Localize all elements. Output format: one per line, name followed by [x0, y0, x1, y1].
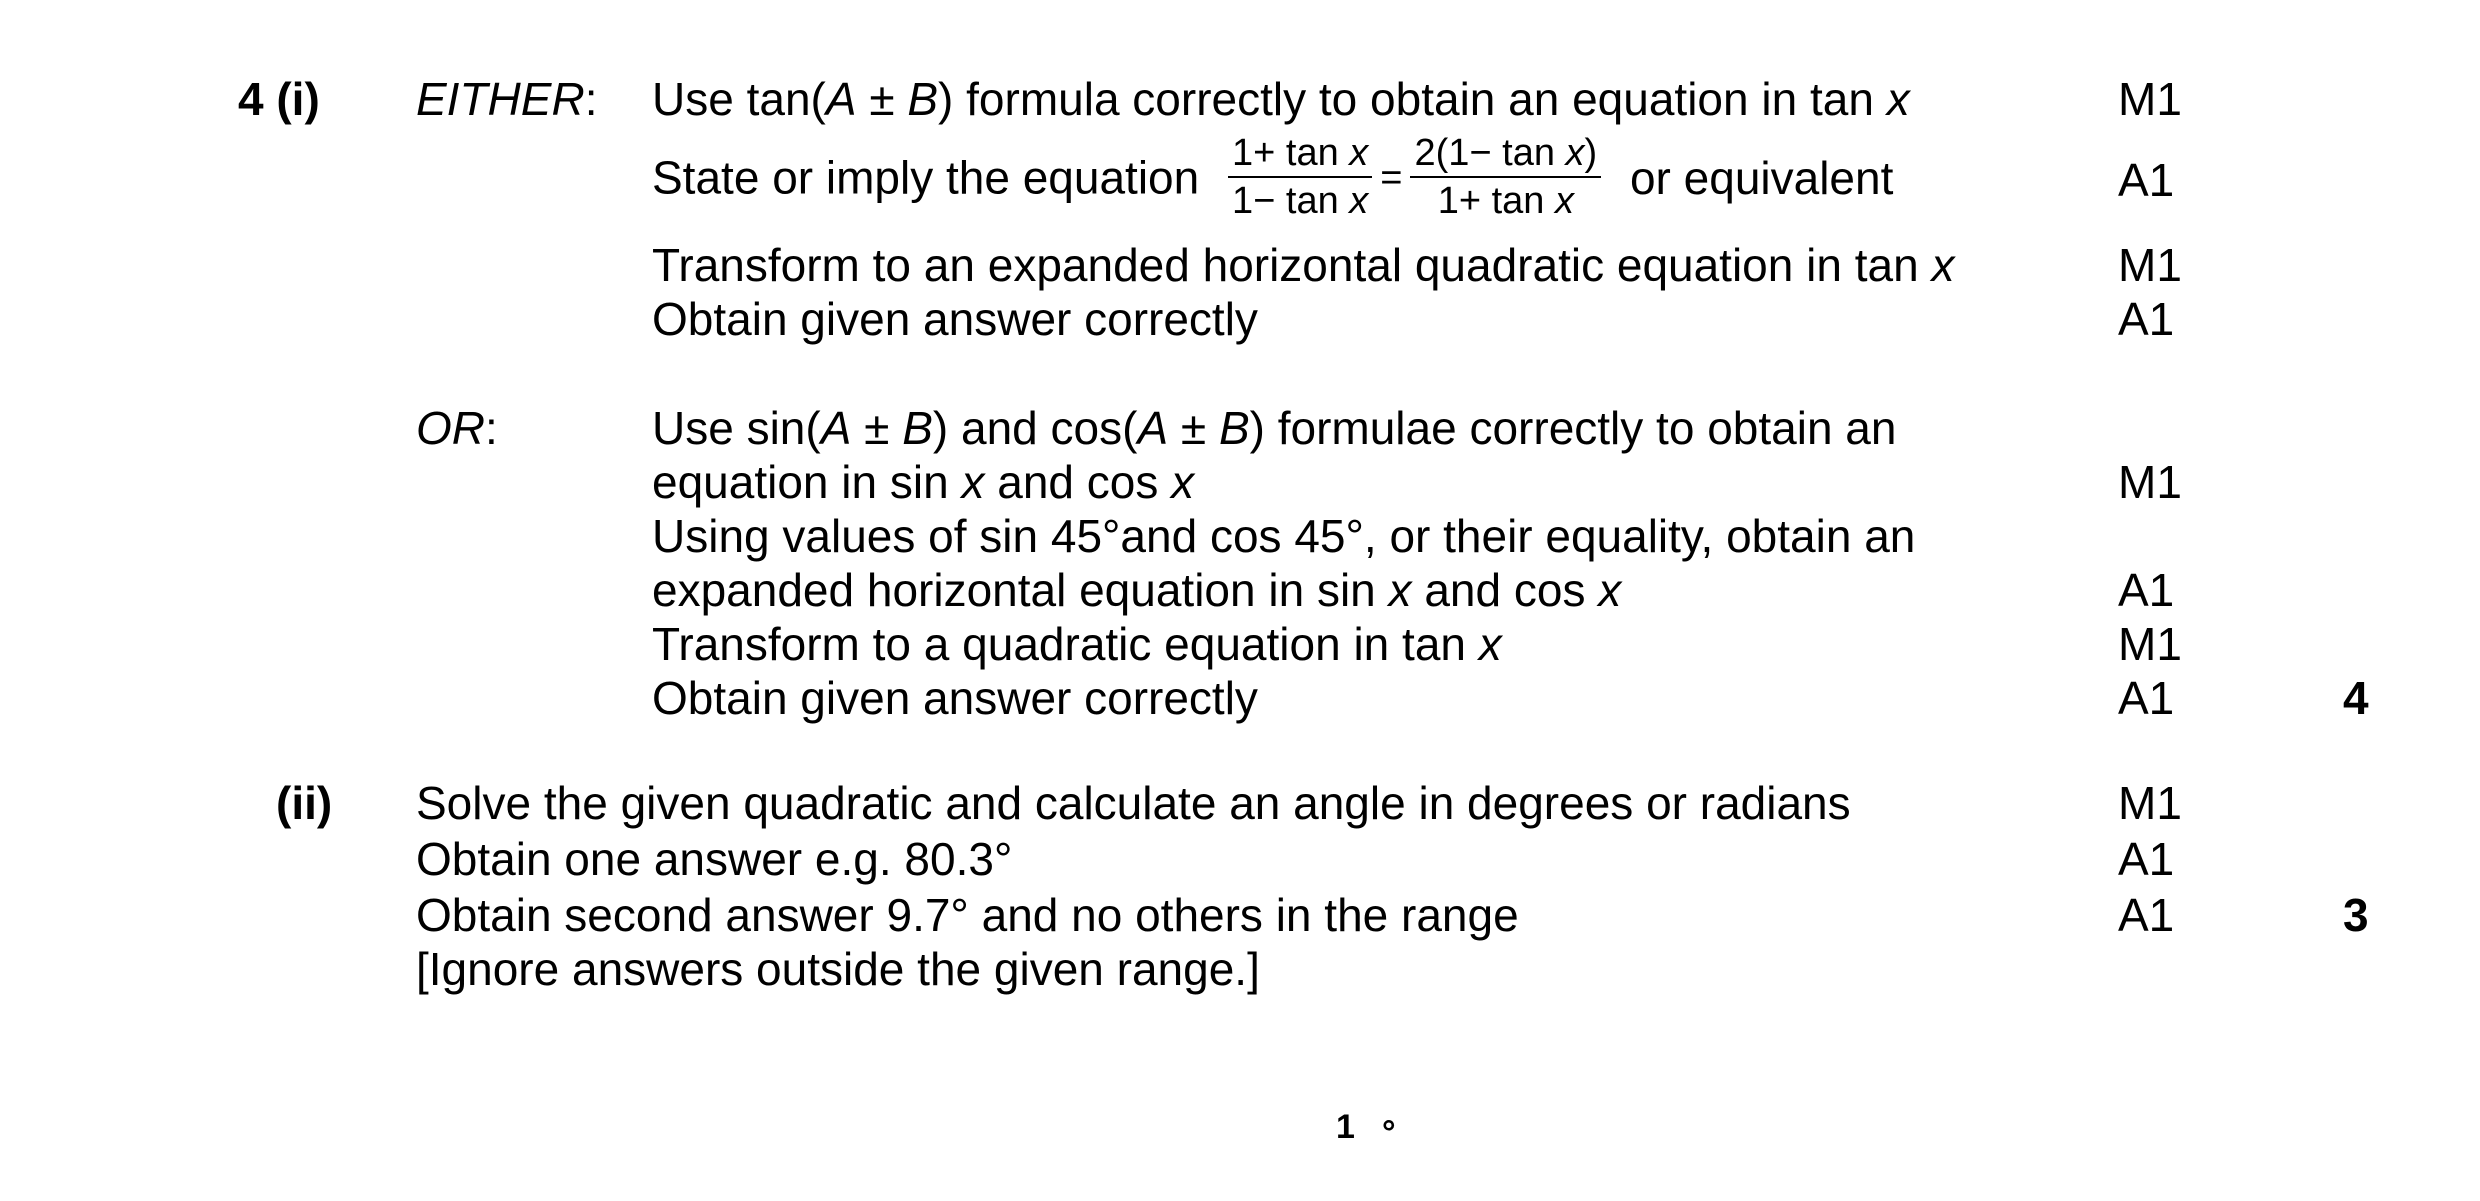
footer-degree: ° [1382, 1114, 1396, 1152]
var-a: A [1137, 402, 1169, 454]
question-label-ii: (ii) [276, 777, 333, 829]
text: ) formula correctly to obtain an equation in tan [938, 73, 1887, 125]
text: State or imply the equation [652, 151, 1200, 204]
var-b: B [907, 73, 939, 125]
either-colon: : [584, 73, 598, 125]
fraction-right [1410, 132, 1601, 223]
ii-line-2: Obtain one answer e.g. 80.3° [416, 833, 1013, 885]
mark-m1: M1 [2118, 73, 2182, 125]
mark-a1: A1 [2118, 672, 2175, 724]
equals-sign: = [1380, 156, 1403, 199]
text: ) and cos( [932, 402, 1138, 454]
mark-m1: M1 [2118, 618, 2182, 670]
either-line-3 [652, 239, 1955, 291]
question-label-4i: 4 (i) [238, 73, 320, 125]
either-line-2 [652, 132, 1893, 223]
or-line-3: Using values of sin 45°and cos 45°, or their equality, obtain an [652, 510, 1916, 562]
var-x: x [1931, 239, 1955, 291]
text: and cos [984, 456, 1172, 508]
footer-digit: 1 [1336, 1108, 1355, 1146]
mark-a1: A1 [2118, 833, 2175, 885]
text: ) formulae correctly to obtain an [1249, 402, 1897, 454]
either-label [416, 73, 598, 125]
mark-a1: A1 [2118, 564, 2175, 616]
mark-m1: M1 [2118, 777, 2182, 829]
var-b: B [1218, 402, 1250, 454]
total-marks-4i: 4 [2343, 672, 2369, 724]
mark-m1: M1 [2118, 239, 2182, 291]
or-line-1 [652, 402, 1897, 454]
ii-line-4: [Ignore answers outside the given range.] [416, 943, 1260, 995]
text: Transform to a quadratic equation in tan [652, 618, 1479, 670]
var-a: A [825, 73, 857, 125]
either-line-1 [652, 73, 1910, 125]
text: or equivalent [1629, 151, 1894, 204]
fraction-right-denominator: 1+ tan x [1410, 176, 1601, 224]
text: expanded horizontal equation in sin [652, 564, 1389, 616]
fraction-left-numerator: 1+ tan x [1232, 132, 1369, 174]
or-label [416, 402, 498, 454]
var-b: B [902, 402, 933, 454]
var-x: x [1171, 456, 1195, 508]
var-x: x [1886, 73, 1910, 125]
text: Transform to an expanded horizontal quadratic equation in tan [652, 239, 1932, 291]
text: Use tan( [652, 73, 826, 125]
text: Use sin( [652, 402, 821, 454]
or-line-4 [652, 564, 1622, 616]
or-line-5 [652, 618, 1502, 670]
plus-minus: ± [851, 402, 903, 454]
var-x: x [1478, 618, 1502, 670]
text: equation in sin [652, 456, 962, 508]
footer-fragment [1320, 1100, 1440, 1152]
either-line-4: Obtain given answer correctly [652, 293, 1258, 345]
or-line-6: Obtain given answer correctly [652, 672, 1258, 724]
ii-line-3: Obtain second answer 9.7° and no others in the range [416, 889, 1519, 941]
mark-a1: A1 [2118, 889, 2175, 941]
fraction-right-numerator: 2(1− tan x) [1414, 132, 1598, 174]
mark-m1: M1 [2118, 456, 2182, 508]
mark-a1: A1 [2118, 293, 2175, 345]
var-x: x [1388, 564, 1412, 616]
fraction-left-denominator: 1− tan x [1228, 176, 1372, 224]
text: and cos [1411, 564, 1599, 616]
or-word: OR [416, 402, 485, 454]
var-x: x [961, 456, 985, 508]
or-colon: : [485, 402, 498, 454]
total-marks-ii: 3 [2343, 889, 2369, 941]
either-word: EITHER [416, 73, 585, 125]
var-a: A [820, 402, 852, 454]
or-line-2 [652, 456, 1195, 508]
plus-minus: ± [856, 73, 908, 125]
mark-a1: A1 [2118, 154, 2175, 206]
ii-line-1: Solve the given quadratic and calculate an angle in degrees or radians [416, 777, 1851, 829]
fraction-left [1228, 132, 1372, 223]
var-x: x [1598, 564, 1622, 616]
plus-minus: ± [1168, 402, 1219, 454]
